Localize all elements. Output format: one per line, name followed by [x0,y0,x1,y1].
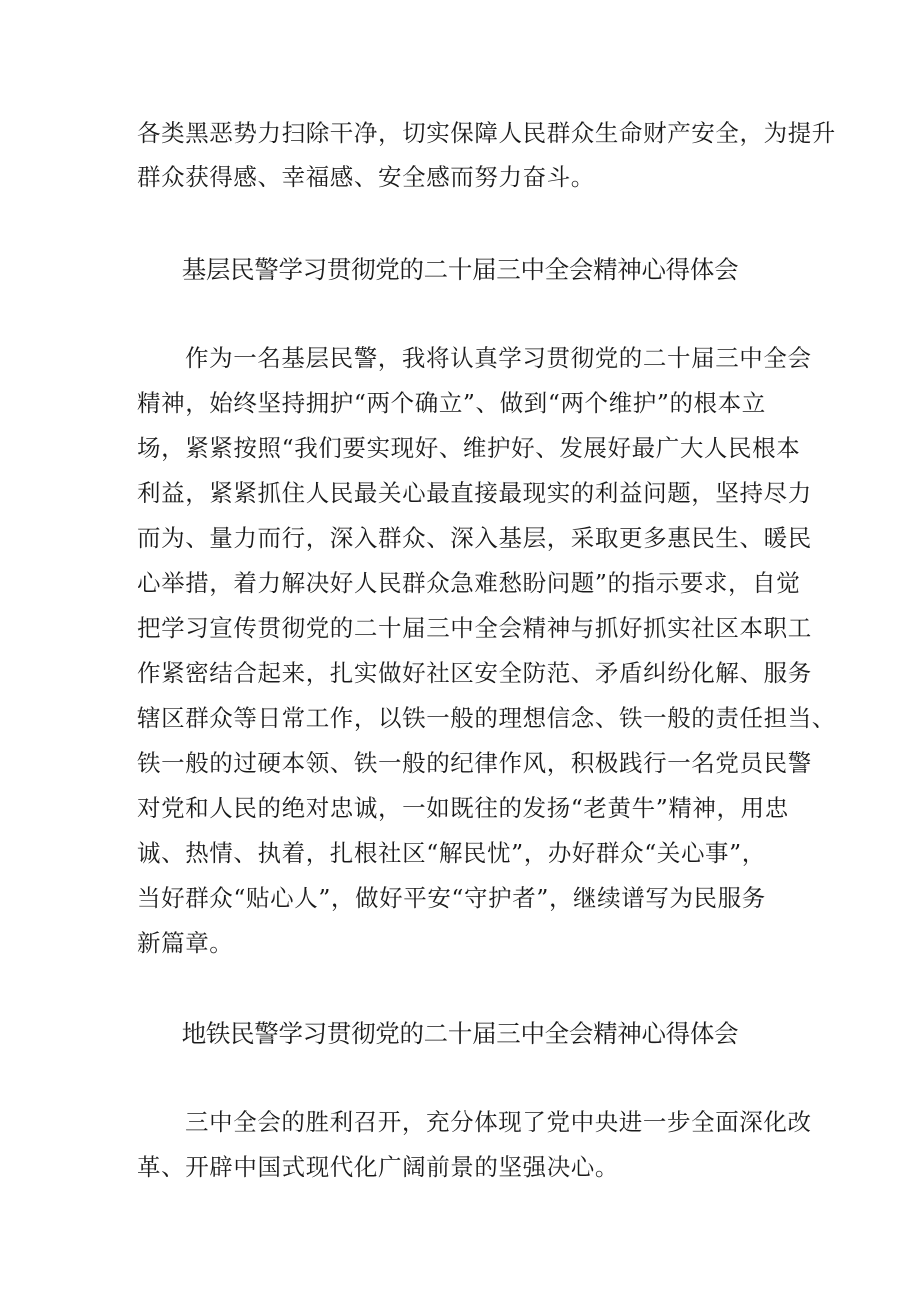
paragraph-line: 新篇章。 [137,929,234,957]
paragraph-line: 而为、量力而行，深入群众、深入基层，采取更多惠民生、暖民 [137,524,812,552]
paragraph-line: 三中全会的胜利召开，充分体现了党中央进一步全面深化改 [185,1108,812,1136]
paragraph-line: 场，紧紧按照“我们要实现好、维护好、发展好最广大人民根本 [137,434,801,462]
paragraph-line: 作为一名基层民警，我将认真学习贯彻党的二十届三中全会 [185,344,812,372]
paragraph-line: 群众获得感、幸福感、安全感而努力奋斗。 [137,163,595,191]
paragraph-line: 各类黑恶势力扫除干净，切实保障人民群众生命财产安全，为提升 [137,119,836,147]
paragraph-line: 辖区群众等日常工作，以铁一般的理想信念、铁一般的责任担当、 [137,704,836,732]
paragraph-line: 作紧密结合起来，扎实做好社区安全防范、矛盾纠纷化解、服务 [137,659,812,687]
paragraph-line: 把学习宣传贯彻党的二十届三中全会精神与抓好抓实社区本职工 [137,614,812,642]
paragraph-line: 精神，始终坚持拥护“两个确立”、做到“两个维护”的根本立 [137,389,766,417]
paragraph-line: 诚、热情、执着，扎根社区“解民忧”，办好群众“关心事”， [137,839,766,867]
section-title-grassroots-police: 基层民警学习贯彻党的二十届三中全会精神心得体会 [181,255,739,284]
paragraph-line: 心举措，着力解决好人民群众急难愁盼问题”的指示要求，自觉 [137,569,801,597]
paragraph-line: 铁一般的过硬本领、铁一般的纪律作风，积极践行一名党员民警 [137,749,812,777]
paragraph-line: 利益，紧紧抓住人民最关心最直接最现实的利益问题，坚持尽力 [137,479,812,507]
section-title-metro-police: 地铁民警学习贯彻党的二十届三中全会精神心得体会 [181,1019,739,1048]
paragraph-line: 革、开辟中国式现代化广阔前景的坚强决心。 [137,1153,619,1181]
paragraph-line: 对党和人民的绝对忠诚，一如既往的发扬“老黄牛”精神，用忠 [137,794,789,822]
paragraph-line: 当好群众“贴心人”，做好平安“守护者”，继续谱写为民服务 [137,884,766,912]
